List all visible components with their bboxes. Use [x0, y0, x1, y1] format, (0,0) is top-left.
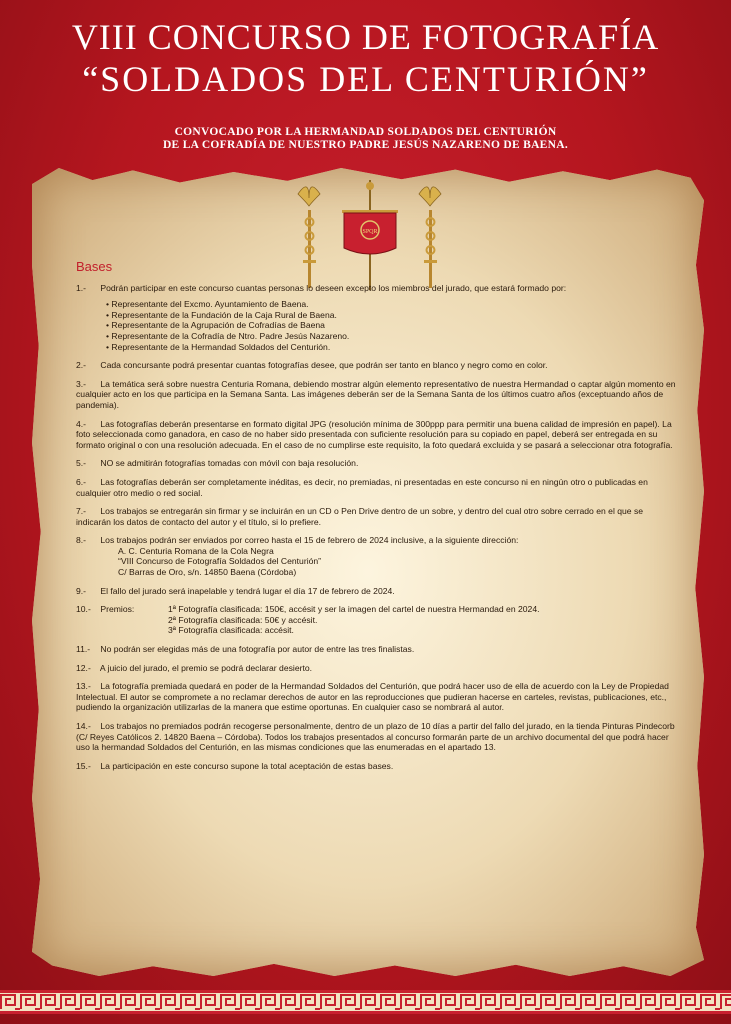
rule-number: 3.- — [76, 378, 87, 389]
subtitle-line1: CONVOCADO POR LA HERMANDAD SOLDADOS DEL CENTURIÓN — [174, 126, 557, 138]
rule-item — [76, 360, 676, 371]
prize-item: 1ª Fotografía clasificada: 150€, accésit y ser la imagen del cartel de nuestra Hermandad en 2024. — [168, 604, 540, 615]
rule-item — [76, 604, 676, 636]
address-line: “VIII Concurso de Fotografía Soldados del Centurión” — [118, 556, 322, 567]
rule-item — [76, 535, 676, 577]
rule-number: 2.- — [76, 360, 87, 371]
rule-item — [76, 458, 676, 469]
rule-item — [76, 283, 676, 353]
rule-text: NO se admitirán fotografías tomadas con móvil con baja resolución. — [100, 458, 359, 469]
jury-list — [106, 299, 676, 352]
main-title-line2: “SOLDADOS DEL CENTURIÓN” — [82, 59, 649, 99]
rule-text: Los trabajos no premiados podrán recogerse personalmente, dentro de un plazo de 10 días a partir del fallo del jurado, en la tienda Pinturas Pindecorb (C/ Reyes Católicos 2. 14820 Baena – Córdoba). Todos los trabajos presentados al concurso formarán parte de un archivo documental del que podrá hacer uso la hermandad Soldados del Centurión, en las mismas condiciones que las enumeradas en el apartado 13. — [76, 721, 675, 753]
address-line: A. C. Centuria Romana de la Cola Negra — [118, 545, 274, 556]
banner-text: SPQR — [362, 229, 378, 235]
rule-text: Premios: — [100, 604, 135, 615]
list-item: • Representante del Excmo. Ayuntamiento de Baena. — [106, 299, 309, 310]
rule-text: Las fotografías deberán ser completamente inéditas, es decir, no premiadas, ni presentadas en este concurso ni en ningún otro o publicadas en cualquier otro medio o red social. — [76, 476, 648, 498]
address-line: C/ Barras de Oro, s/n. 14850 Baena (Córdoba) — [118, 567, 297, 578]
list-item: • Representante de la Cofradía de Ntro. Padre Jesús Nazareno. — [106, 330, 350, 341]
rule-text: No podrán ser elegidas más de una fotografía por autor de entre las tres finalistas. — [100, 644, 415, 655]
rule-number: 7.- — [76, 506, 87, 517]
rule-text: Cada concursante podrá presentar cuantas fotografías desee, que podrán ser tanto en blanco y negro como en color. — [100, 360, 548, 371]
rules-content — [76, 259, 676, 779]
list-item: • Representante de la Agrupación de Cofradías de Baena — [106, 320, 325, 331]
rule-number: 10.- — [76, 604, 91, 615]
rule-number: 11.- — [76, 644, 91, 655]
rule-number: 13.- — [76, 681, 91, 692]
rule-text: El fallo del jurado será inapelable y tendrá lugar el día 17 de febrero de 2024. — [100, 585, 395, 596]
subtitle-line2: DE LA COFRADÍA DE NUESTRO PADRE JESÚS NAZARENO DE BAENA. — [162, 139, 569, 151]
rule-number: 4.- — [76, 418, 87, 429]
prize-list — [168, 604, 540, 636]
rule-item — [76, 477, 676, 498]
rule-item — [76, 379, 676, 411]
greek-key-border — [0, 990, 731, 1014]
rule-number: 1.- — [76, 282, 87, 293]
rule-text: La fotografía premiada quedará en poder de la Hermandad Soldados del Centurión, que podrá hacer uso de ella de acuerdo con la Ley de Propiedad Intelectual. El autor se compromete a no reclamar derechos de autor en las reproducciones que pudieran hacerse en carteles, revistas, publicaciones, etc., pudiendo la organización utilizarlas de la manera que estime oportunas. En cualquier caso se nombrará al autor. — [76, 681, 669, 713]
rule-number: 6.- — [76, 476, 87, 487]
rule-item — [76, 586, 676, 597]
meander-pattern-icon — [0, 993, 731, 1011]
rule-number: 9.- — [76, 585, 87, 596]
rule-item — [76, 663, 676, 674]
postal-address — [76, 546, 676, 578]
prize-item: 3ª Fotografía clasificada: accésit. — [168, 625, 294, 636]
rule-number: 8.- — [76, 535, 87, 546]
rule-text: La temática será sobre nuestra Centuria Romana, debiendo mostrar algún elemento representativo de nuestra Hermandad o captar algún momento en cualquier acto en los que participa en la Semana Santa. Las imágenes deberán ser de la Semana Santa de los últimos cuatro años (exceptuando años de pandemia). — [76, 378, 676, 410]
rule-item — [76, 761, 676, 772]
rule-item — [76, 644, 676, 655]
rule-item — [76, 419, 676, 451]
rule-item — [76, 506, 676, 527]
rule-number: 12.- — [76, 662, 91, 673]
bases-heading: Bases — [76, 259, 113, 274]
rule-text: Los trabajos se entregarán sin firmar y se incluirán en un CD o Pen Drive dentro de un sobre, y dentro del cual otro sobre cerrado en el que se indicarán los datos de contacto del autor y el título, si lo prefiere. — [76, 506, 644, 527]
rule-text: A juicio del jurado, el premio se podrá declarar desierto. — [99, 662, 313, 673]
list-item: • Representante de la Fundación de la Caja Rural de Baena. — [106, 309, 337, 320]
rule-number: 5.- — [76, 458, 87, 469]
rule-number: 15.- — [76, 760, 91, 771]
prize-item: 2ª Fotografía clasificada: 50€ y accésit. — [168, 614, 318, 625]
rule-text: La participación en este concurso supone la total aceptación de estas bases. — [100, 760, 394, 771]
main-title-line1: VIII CONCURSO DE FOTOGRAFÍA — [71, 17, 660, 57]
rule-text: Las fotografías deberán presentarse en formato digital JPG (resolución mínima de 300ppp para permitir una buena calidad de impresión en papel). La foto seleccionada como ganadora, en caso de no haber sido presentada con suficiente resolución para su copiado en papel, deberá ser entregada en su formato original o con una resolución adecuada. En el caso de no cumplirse este requisito, la foto quedará excluida y se pasará a seleccionar otra fotografía. — [76, 418, 673, 450]
rule-item — [76, 721, 676, 753]
rule-text: Los trabajos podrán ser enviados por correo hasta el 15 de febrero de 2024 inclusive, a la siguiente dirección: — [100, 535, 519, 546]
list-item: • Representante de la Hermandad Soldados del Centurión. — [106, 341, 331, 352]
rule-item — [76, 681, 676, 713]
rule-text: Podrán participar en este concurso cuantas personas lo deseen excepto los miembros del jurado, que estará formado por: — [100, 282, 567, 293]
rule-number: 14.- — [76, 721, 91, 731]
